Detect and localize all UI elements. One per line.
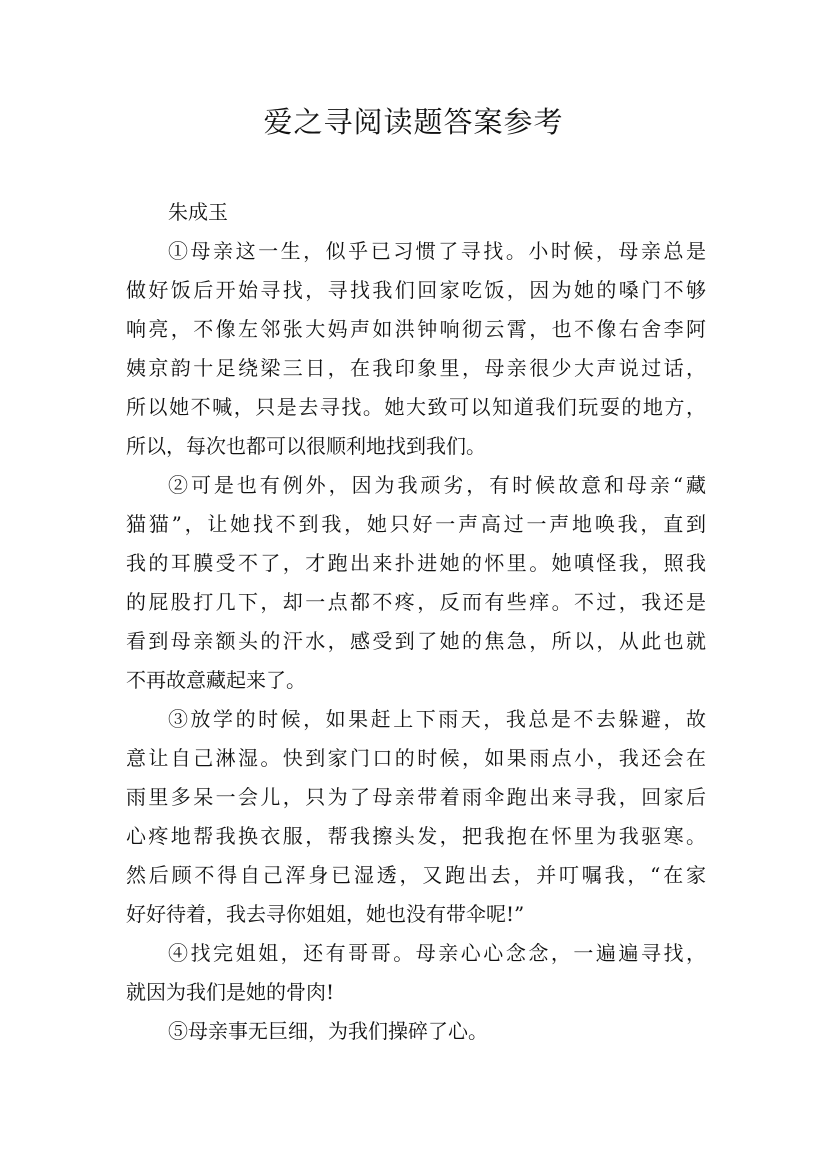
paragraph-3-line-2: 意让自己淋湿。快到家门口的时候，如果雨点小，我还会在 — [126, 746, 706, 770]
paragraph-5-line-1: ⑤母亲事无巨细，为我们操碎了心。 — [168, 1019, 488, 1043]
paragraph-4-line-1: ④找完姐姐，还有哥哥。母亲心心念念，一遍遍寻找， — [168, 941, 706, 965]
paragraph-2-line-3: 我的耳膜受不了，才跑出来扑进她的怀里。她嗔怪我，照我 — [126, 551, 706, 575]
paragraph-3-line-6: 好好待着，我去寻你姐姐，她也没有带伞呢!” — [126, 902, 525, 926]
author-name: 朱成玉 — [168, 200, 228, 224]
paragraph-1-line-3: 响亮，不像左邻张大妈声如洪钟响彻云霄，也不像右舍李阿 — [126, 317, 706, 341]
paragraph-3-line-4: 心疼地帮我换衣服，帮我擦头发，把我抱在怀里为我驱寒。 — [126, 824, 706, 848]
document-title: 爱之寻阅读题答案参考 — [263, 105, 564, 139]
paragraph-1-line-6: 所以，每次也都可以很顺利地找到我们。 — [126, 434, 486, 458]
paragraph-1-line-5: 所以她不喊，只是去寻找。她大致可以知道我们玩耍的地方， — [126, 395, 706, 419]
paragraph-2-line-2: 猫猫”，让她找不到我，她只好一声高过一声地唤我，直到 — [126, 512, 706, 536]
paragraph-3-line-5: 然后顾不得自己浑身已湿透，又跑出去，并叮嘱我，“在家 — [126, 863, 706, 887]
paragraph-3-line-3: 雨里多呆一会儿，只为了母亲带着雨伞跑出来寻我，回家后 — [126, 785, 706, 809]
paragraph-2-line-4: 的屁股打几下，却一点都不疼，反而有些痒。不过，我还是 — [126, 590, 706, 614]
paragraph-1-line-2: 做好饭后开始寻找，寻找我们回家吃饭，因为她的嗓门不够 — [126, 278, 706, 302]
paragraph-3-line-1: ③放学的时候，如果赶上下雨天，我总是不去躲避，故 — [168, 707, 706, 731]
paragraph-1-line-1: ①母亲这一生，似乎已习惯了寻找。小时候，母亲总是 — [168, 239, 706, 263]
paragraph-2-line-1: ②可是也有例外，因为我顽劣，有时候故意和母亲“藏 — [168, 473, 706, 497]
paragraph-4-line-2: 就因为我们是她的骨肉! — [126, 980, 335, 1004]
paragraph-2-line-6: 不再故意藏起来了。 — [126, 668, 306, 692]
paragraph-2-line-5: 看到母亲额头的汗水，感受到了她的焦急，所以，从此也就 — [126, 629, 706, 653]
paragraph-1-line-4: 姨京韵十足绕梁三日，在我印象里，母亲很少大声说过话， — [126, 356, 706, 380]
